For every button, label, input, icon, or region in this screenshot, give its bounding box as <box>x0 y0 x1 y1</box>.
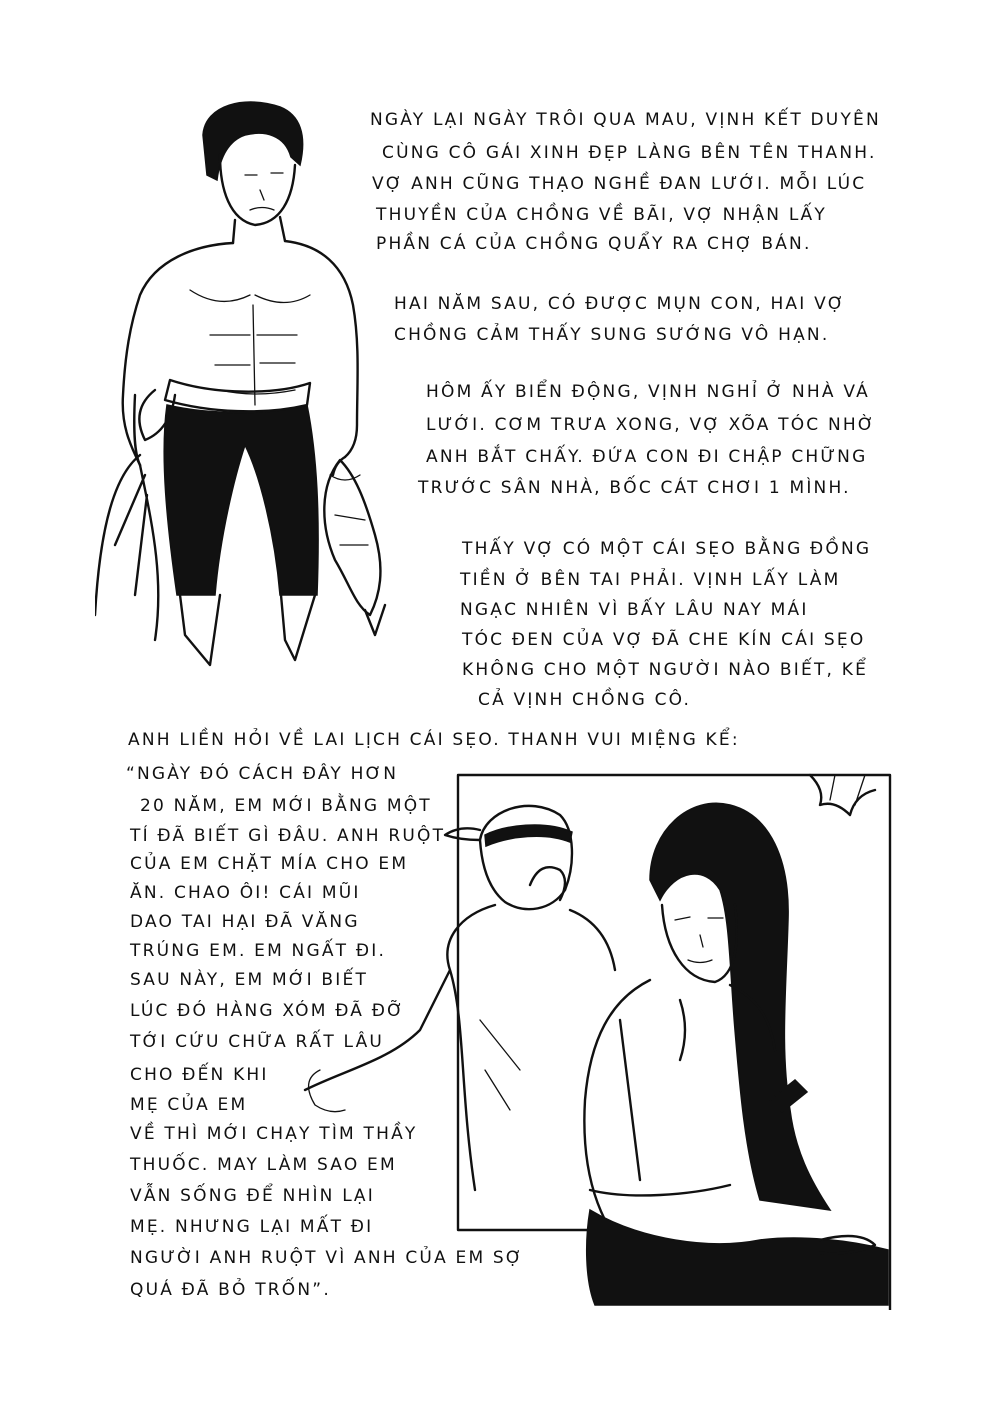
paragraph-5-line-5: CỦA EM CHẶT MÍA CHO EM <box>130 854 409 874</box>
paragraph-1-line-4: THUYỀN CỦA CHỒNG VỀ BÃI, VỢ NHẬN LẤY <box>376 205 827 225</box>
paragraph-5-line-9: SAU NÀY, EM MỚI BIẾT <box>130 970 369 990</box>
paragraph-5-line-12: CHO ĐẾN KHI <box>130 1065 269 1085</box>
paragraph-5-line-7: DAO TAI HẠI ĐÃ VĂNG <box>130 912 360 932</box>
paragraph-3-line-3: ANH BẮT CHẤY. ĐỨA CON ĐI CHẬP CHỮNG <box>426 447 868 467</box>
paragraph-5-line-16: VẪN SỐNG ĐỂ NHÌN LẠI <box>130 1186 375 1206</box>
paragraph-5-line-2: “NGÀY ĐÓ CÁCH ĐÂY HƠN <box>126 764 399 784</box>
paragraph-1-line-1: NGÀY LẠI NGÀY TRÔI QUA MAU, VỊNH KẾT DUYÊN <box>370 110 881 130</box>
paragraph-4-line-2: TIỀN Ở BÊN TAI PHẢI. VỊNH LẤY LÀM <box>460 570 841 590</box>
paragraph-5-line-6: ĂN. CHAO ÔI! CÁI MŨI <box>130 883 361 903</box>
paragraph-1-line-5: PHẦN CÁ CỦA CHỒNG QUẨY RA CHỢ BÁN. <box>376 234 812 254</box>
paragraph-3-line-1: HÔM ẤY BIỂN ĐỘNG, VỊNH NGHỈ Ở NHÀ VÁ <box>426 382 870 402</box>
paragraph-2-line-1: HAI NĂM SAU, CÓ ĐƯỢC MỤN CON, HAI VỢ <box>394 294 846 314</box>
paragraph-5-line-14: VỀ THÌ MỚI CHẠY TÌM THẦY <box>130 1124 418 1144</box>
paragraph-4-line-3: NGẠC NHIÊN VÌ BẤY LÂU NAY MÁI <box>460 600 809 620</box>
fisherman-illustration <box>95 95 395 670</box>
paragraph-5-line-10: LÚC ĐÓ HÀNG XÓM ĐÃ ĐỠ <box>130 1001 405 1021</box>
paragraph-5-line-19: QUÁ ĐÃ BỎ TRỐN”. <box>130 1280 331 1300</box>
paragraph-5-line-15: THUỐC. MAY LÀM SAO EM <box>130 1155 397 1175</box>
paragraph-1-line-2: CÙNG CÔ GÁI XINH ĐẸP LÀNG BÊN TÊN THANH. <box>382 143 877 163</box>
paragraph-5-line-11: TỚI CỨU CHỮA RẤT LÂU <box>130 1032 385 1052</box>
paragraph-4-line-5: KHÔNG CHO MỘT NGƯỜI NÀO BIẾT, KỂ <box>462 660 869 680</box>
paragraph-5-line-8: TRÚNG EM. EM NGẤT ĐI. <box>130 941 387 961</box>
paragraph-5-line-4: TÍ ĐÃ BIẾT GÌ ĐÂU. ANH RUỘT <box>130 826 446 846</box>
paragraph-1-line-3: VỢ ANH CŨNG THẠO NGHỀ ĐAN LƯỚI. MỖI LÚC <box>372 174 867 194</box>
paragraph-4-line-1: THẤY VỢ CÓ MỘT CÁI SẸO BẰNG ĐỒNG <box>462 539 872 559</box>
paragraph-3-line-2: LƯỚI. CƠM TRƯA XONG, VỢ XÕA TÓC NHỜ <box>426 415 876 435</box>
paragraph-2-line-2: CHỒNG CẢM THẤY SUNG SƯỚNG VÔ HẠN. <box>394 325 830 345</box>
paragraph-5-line-13: MẸ CỦA EM <box>130 1095 248 1115</box>
paragraph-3-line-4: TRƯỚC SÂN NHÀ, BỐC CÁT CHƠI 1 MÌNH. <box>418 478 851 498</box>
paragraph-5-line-17: MẸ. NHƯNG LẠI MẤT ĐI <box>130 1217 374 1237</box>
paragraph-4-line-4: TÓC ĐEN CỦA VỢ ĐÃ CHE KÍN CÁI SẸO <box>462 630 866 650</box>
paragraph-5-line-18: NGƯỜI ANH RUỘT VÌ ANH CỦA EM SỢ <box>130 1248 524 1268</box>
paragraph-5-line-1: ANH LIỀN HỎI VỀ LAI LỊCH CÁI SẸO. THANH VUI MIỆNG KỂ: <box>128 730 740 750</box>
paragraph-5-line-3: 20 NĂM, EM MỚI BẰNG MỘT <box>140 796 432 816</box>
paragraph-4-line-6: CẢ VỊNH CHỒNG CÔ. <box>478 690 692 710</box>
